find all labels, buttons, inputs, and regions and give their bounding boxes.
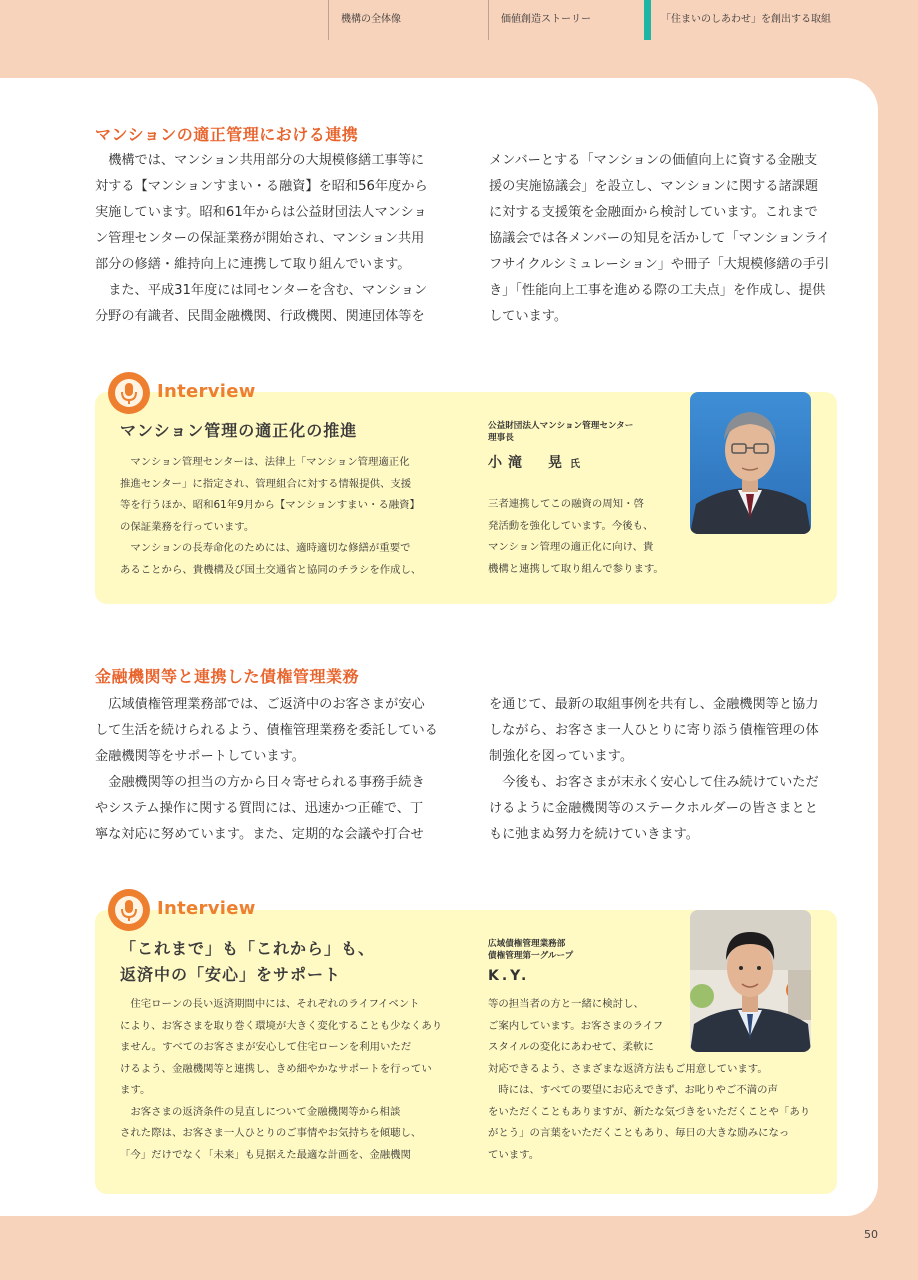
section-title-debt-management: 金融機関等と連携した債権管理業務 [95,667,360,686]
honorific: 氏 [570,459,580,470]
text-line: マンション管理センターは、法律上「マンション管理適正化 [130,456,410,468]
text-line: 三者連携してこの融資の周知・啓 [488,498,644,510]
nav-item-value-story[interactable]: 価値創造ストーリー [488,0,591,40]
nav-item-overview[interactable]: 機構の全体像 [328,0,401,40]
text-line: マンションの長寿命化のためには、適時適切な修繕が重要で [130,542,411,554]
interview-label: Interview [157,381,256,402]
text-line: を通じて、最新の取組事例を共有し、金融機関等と協力 [489,697,819,712]
interview1-body [120,452,455,581]
text-line: 援の実施協議会」を設立し、マンションに関する諸課題 [489,179,819,194]
interviewee-name [488,452,580,472]
text-line: けるよう、金融機関等と連携し、きめ細やかなサポートを行ってい [120,1062,432,1075]
text-line: 対応できるよう、さまざまな返済方法もご用意しています。 [488,1062,768,1075]
text-line: き」「性能向上工事を進める際の工夫点」を作成し、提供 [489,283,826,298]
org-line: 公益財団法人マンション管理センター [488,421,634,431]
text-line: フサイクルシミュレーション」や冊子「大規模修繕の手引 [489,257,830,272]
name-text: 小滝 晃 [488,455,568,471]
section2-right-column [489,692,841,848]
top-navigation [0,0,918,60]
text-line: 部分の修繕・維持向上に連携して取り組んでいます。 [95,257,411,272]
text-line: された際は、お客さま一人ひとりのご事情やお気持ちを傾聴し、 [120,1127,422,1139]
interview2-body [120,994,455,1166]
text-line: スタイルの変化にあわせて、柔軟に [488,1041,654,1053]
interviewee-department [488,938,573,962]
text-line: また、平成31年度には同センターを含む、マンション [108,283,428,298]
text-line: ン管理センターの保証業務が開始され、マンション共用 [95,231,425,246]
page-number: 50 [864,1228,878,1241]
microphone-icon [108,372,150,414]
text-line: 今後も、お客さまが末永く安心して住み続けていただ [502,775,819,790]
text-line: ません。すべてのお客さまが安心して住宅ローンを利用いただ [120,1041,412,1053]
interview-title [120,936,375,988]
text-line: 時には、すべての要望にお応えできず、お叱りやご不満の声 [498,1084,778,1096]
interviewee-organization [488,420,633,444]
text-line: 等の担当者の方と一緒に検討し、 [488,998,644,1010]
interview-title: マンション管理の適正化の推進 [120,421,358,440]
interview1-right-body [488,494,688,580]
text-line: 等を行うほか、昭和61年9月から【マンションすまい・る融資】 [120,499,420,511]
org-line: 広域債権管理業務部 [488,939,566,949]
text-line: して生活を続けられるよう、債権管理業務を委託している [95,723,438,738]
text-line: やシステム操作に関する質問には、迅速かつ正確で、丁 [95,801,424,816]
section-title-condo-management: マンションの適正管理における連携 [95,125,359,144]
interviewee-initials: K.Y. [488,968,530,984]
text-line: ご案内しています。お客さまのライフ [488,1019,664,1032]
org-group: 債権管理第一グループ [488,951,574,961]
text-line: お客さまの返済条件の見直しについて金融機関等から相談 [130,1105,401,1118]
text-line: がとう」の言葉をいただくこともあり、毎日の大きな励みになっ [488,1127,790,1139]
interview2-right-body [488,994,811,1166]
text-line: 広域債権管理業務部では、ご返済中のお客さまが安心 [108,697,425,712]
text-line: 発活動を強化しています。今後も、 [488,519,654,532]
text-line: 制強化を図っています。 [489,749,634,764]
text-line: しています。 [489,309,568,324]
text-line: 金融機関等の担当の方から日々寄せられる事務手続き [108,775,425,790]
text-line: 対する【マンションすまい・る融資】を昭和56年度から [95,179,428,194]
section2-left-column [95,692,447,848]
text-line: の保証業務を行っています。 [120,520,255,533]
text-line: しながら、お客さま一人ひとりに寄り添う債権管理の体 [489,723,819,738]
text-line: 寧な対応に努めています。また、定期的な会議や打合せ [95,827,424,842]
portrait-photo-ky [690,910,811,1052]
text-line: 住宅ローンの長い返済期間中には、それぞれのライフイベント [130,998,420,1010]
section1-right-column [489,148,841,330]
text-line: 機構では、マンション共用部分の大規模修繕工事等に [108,153,425,168]
text-line: あることから、貴機構及び国土交通省と協同のチラシを作成し、 [120,563,422,576]
text-line: 金融機関等をサポートしています。 [95,749,305,764]
text-line: 機構と連携して取り組んで参ります。 [488,562,664,575]
text-line: をいただくこともありますが、新たな気づきをいただくことや「あり [488,1105,811,1118]
nav-item-initiatives-active[interactable]: 「住まいのしあわせ」を創出する取組 [644,0,831,40]
text-line: により、お客さまを取り巻く環境が大きく変化することも少なくあり [120,1019,443,1032]
text-line: に対する支援策を金融面から検討しています。これまで [489,205,818,220]
text-line: 実施しています。昭和61年からは公益財団法人マンショ [95,205,427,220]
text-line: 分野の有識者、民間金融機関、行政機関、関連団体等を [95,309,425,324]
org-title: 理事長 [488,433,514,443]
microphone-icon [108,889,150,931]
text-line: ています。 [488,1148,540,1161]
text-line: 協議会では各メンバーの知見を活かして「マンションライ [489,231,830,246]
text-line: もに弛まぬ努力を続けていきます。 [489,827,699,842]
section1-left-column [95,148,447,330]
title-line: 「これまで」も「これから」も、 [120,939,376,958]
text-line: 推進センター」に指定され、管理組合に対する情報提供、支援 [120,477,412,490]
text-line: けるように金融機関等のステークホルダーの皆さまとと [489,801,818,816]
interview-label: Interview [157,898,256,919]
text-line: マンション管理の適正化に向け、貴 [488,541,654,553]
text-line: ます。 [120,1084,151,1096]
title-line: 返済中の「安心」をサポート [120,965,342,984]
text-line: メンバーとする「マンションの価値向上に資する金融支 [489,153,818,168]
portrait-photo-kotaki [690,392,811,534]
text-line: 「今」だけでなく「未来」も見据えた最適な計画を、金融機関 [120,1148,411,1161]
